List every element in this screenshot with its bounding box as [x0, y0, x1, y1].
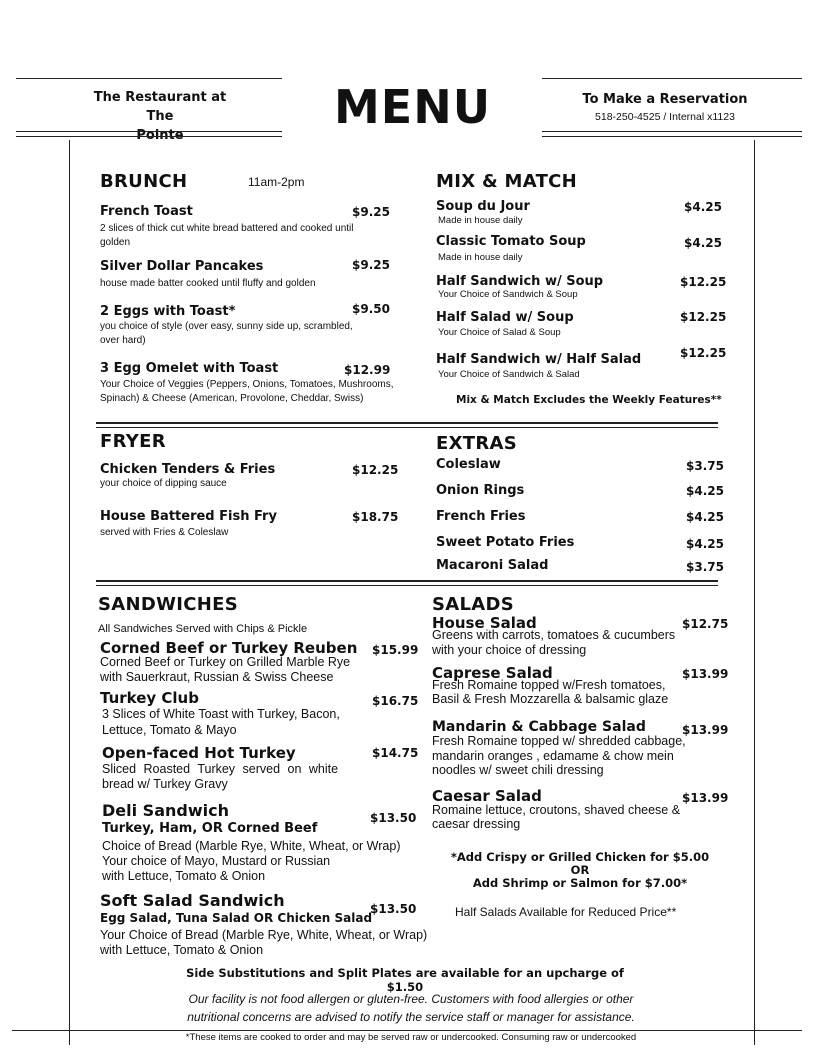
- header-rule-right-1: [542, 131, 802, 132]
- mix-item-price: $12.25: [680, 275, 727, 289]
- mix-item-desc: Your Choice of Sandwich & Salad: [438, 369, 580, 380]
- brunch-item-desc: over hard): [100, 335, 146, 346]
- brunch-item-price: $9.50: [352, 302, 390, 316]
- fryer-item-name: Chicken Tenders & Fries: [100, 462, 276, 477]
- brunch-item-name: Silver Dollar Pancakes: [100, 259, 264, 274]
- substitution-note: Side Substitutions and Split Plates are available for an upcharge of $1.50: [186, 966, 624, 994]
- salad-item-desc: mandarin oranges , edamame & chow mein: [432, 749, 674, 763]
- salad-item-price: $13.99: [682, 791, 729, 805]
- sandwiches-title: SANDWICHES: [98, 594, 238, 615]
- sandwich-item-desc: with Sauerkraut, Russian & Swiss Cheese: [100, 670, 334, 684]
- salad-item-desc: caesar dressing: [432, 817, 521, 831]
- page-title: MENU: [334, 80, 492, 134]
- mix-item-desc: Your Choice of Sandwich & Soup: [438, 289, 578, 300]
- brunch-item-desc: you choice of style (over easy, sunny side up, scrambled,: [100, 321, 353, 332]
- mix-item-desc: Your Choice of Salad & Soup: [438, 327, 561, 338]
- sandwich-item-desc: Lettuce, Tomato & Mayo: [102, 723, 237, 737]
- sandwich-item-desc: with Lettuce, Tomato & Onion: [102, 869, 266, 883]
- sandwich-item-price: $13.50: [370, 902, 417, 916]
- brunch-item-price: $9.25: [352, 205, 390, 219]
- mix-item-price: $4.25: [684, 236, 722, 250]
- section-divider: [96, 427, 718, 428]
- salad-item-name: Caprese Salad: [432, 664, 553, 682]
- mix-item-name: Half Sandwich w/ Soup: [436, 274, 604, 289]
- sandwich-item-desc: with Lettuce, Tomato & Onion: [100, 943, 264, 957]
- header-rule-left-2: [16, 136, 282, 137]
- sandwich-item-price: $16.75: [372, 694, 419, 708]
- brunch-item-name: French Toast: [100, 204, 193, 219]
- brunch-title: BRUNCH: [100, 171, 188, 192]
- brunch-item-price: $12.99: [344, 363, 391, 377]
- salad-addon-chicken: *Add Crispy or Grilled Chicken for $5.00: [450, 850, 710, 864]
- brunch-item-desc: Your Choice of Veggies (Peppers, Onions, Tomatoes, Mushrooms,: [100, 379, 394, 390]
- salad-item-desc: Basil & Fresh Mozzarella & balsamic glaze: [432, 692, 669, 706]
- extras-item-price: $3.75: [686, 459, 724, 473]
- footer-rule: [12, 1030, 802, 1031]
- mix-item-name: Half Salad w/ Soup: [436, 310, 574, 325]
- mix-item-price: $4.25: [684, 200, 722, 214]
- salad-item-price: $13.99: [682, 667, 729, 681]
- salad-item-name: House Salad: [432, 614, 537, 632]
- mix-match-title: MIX & MATCH: [436, 171, 578, 192]
- salad-item-price: $13.99: [682, 723, 729, 737]
- salad-item-desc: Fresh Romaine topped w/ shredded cabbage,: [432, 734, 686, 748]
- sandwich-item-name: Deli Sandwich: [102, 801, 229, 820]
- sandwich-item-subtitle: Egg Salad, Tuna Salad OR Chicken Salad: [100, 911, 373, 925]
- brunch-hours: 11am-2pm: [248, 175, 305, 189]
- header-rule-right-2: [542, 136, 802, 137]
- sandwich-item-price: $15.99: [372, 643, 419, 657]
- sandwich-item-name: Turkey Club: [100, 689, 199, 707]
- section-divider: [96, 580, 718, 582]
- salad-item-desc: Romaine lettuce, croutons, shaved cheese &: [432, 803, 681, 817]
- sandwiches-subtitle: All Sandwiches Served with Chips & Pickle: [98, 623, 308, 635]
- mix-item-name: Soup du Jour: [436, 199, 530, 214]
- sandwich-item-name: Soft Salad Sandwich: [100, 891, 285, 910]
- extras-item-name: Macaroni Salad: [436, 558, 549, 573]
- mix-item-name: Classic Tomato Soup: [436, 234, 586, 249]
- salad-item-name: Caesar Salad: [432, 787, 542, 805]
- allergen-notice: [96, 990, 726, 1026]
- extras-item-price: $4.25: [686, 484, 724, 498]
- extras-item-name: Sweet Potato Fries: [436, 535, 575, 550]
- sandwich-item-desc: Your choice of Mayo, Mustard or Russian: [102, 854, 331, 868]
- allergen-notice-line1: Our facility is not food allergen or gluten-free. Customers with food allergies or other: [188, 992, 634, 1006]
- salad-item-desc: noodles w/ sweet chili dressing: [432, 763, 604, 777]
- mix-item-name: Half Sandwich w/ Half Salad: [436, 352, 642, 367]
- mix-item-desc: Made in house daily: [438, 215, 523, 226]
- left-frame-line: [69, 140, 70, 1045]
- sandwich-item-desc: 3 Slices of White Toast with Turkey, Bacon,: [102, 707, 340, 721]
- extras-item-price: $3.75: [686, 560, 724, 574]
- restaurant-name-line2: Pointe: [136, 128, 184, 143]
- extras-title: EXTRAS: [436, 433, 518, 454]
- sandwich-item-price: $14.75: [372, 746, 419, 760]
- header-rule-left-top: [16, 78, 282, 79]
- salads-title: SALADS: [432, 594, 515, 615]
- mix-match-note: Mix & Match Excludes the Weekly Features**: [456, 394, 722, 406]
- fryer-title: FRYER: [100, 431, 166, 452]
- reservation-info: [575, 92, 755, 123]
- raw-food-disclaimer: *These items are cooked to order and may be served raw or undercooked. Consuming raw or undercooked: [185, 1032, 637, 1043]
- mix-item-price: $12.25: [680, 310, 727, 324]
- sandwich-item-desc: bread w/ Turkey Gravy: [102, 777, 228, 791]
- fryer-item-price: $18.75: [352, 510, 399, 524]
- restaurant-name-line1: The Restaurant at The: [93, 90, 227, 124]
- reservation-phone: 518-250-4525 / Internal x1123: [595, 111, 735, 123]
- brunch-item-desc: Spinach) & Cheese (American, Provolone, Cheddar, Swiss): [100, 393, 364, 404]
- extras-item-price: $4.25: [686, 537, 724, 551]
- allergen-notice-line2: nutritional concerns are advised to notify the service staff or manager for assistance.: [187, 1010, 635, 1024]
- salad-item-price: $12.75: [682, 617, 729, 631]
- extras-item-name: French Fries: [436, 509, 526, 524]
- sandwich-item-desc: Corned Beef or Turkey on Grilled Marble Rye: [100, 655, 351, 669]
- salad-addon-or: OR: [570, 863, 590, 877]
- fryer-item-name: House Battered Fish Fry: [100, 509, 277, 524]
- section-divider: [96, 422, 718, 424]
- sandwich-item-price: $13.50: [370, 811, 417, 825]
- header-rule-left-1: [16, 131, 282, 132]
- salad-item-desc: Fresh Romaine topped w/Fresh tomatoes,: [432, 678, 666, 692]
- sandwich-item-desc: Choice of Bread (Marble Rye, White, Wheat, or Wrap): [102, 839, 401, 853]
- salad-addons: [430, 851, 730, 890]
- fryer-item-price: $12.25: [352, 463, 399, 477]
- brunch-item-name: 2 Eggs with Toast*: [100, 304, 236, 319]
- salad-item-name: Mandarin & Cabbage Salad: [432, 719, 646, 735]
- half-salad-note: Half Salads Available for Reduced Price**: [455, 905, 677, 919]
- header-rule-right-top: [542, 78, 802, 79]
- brunch-item-price: $9.25: [352, 258, 390, 272]
- sandwich-item-name: Corned Beef or Turkey Reuben: [100, 639, 358, 657]
- extras-item-price: $4.25: [686, 510, 724, 524]
- right-frame-line: [754, 140, 755, 1045]
- brunch-item-name: 3 Egg Omelet with Toast: [100, 361, 279, 376]
- reservation-title: To Make a Reservation: [582, 92, 748, 107]
- fryer-item-desc: your choice of dipping sauce: [100, 478, 227, 489]
- salad-item-desc: Greens with carrots, tomatoes & cucumbers: [432, 628, 676, 642]
- sandwich-item-subtitle: Turkey, Ham, OR Corned Beef: [102, 821, 318, 836]
- fryer-item-desc: served with Fries & Coleslaw: [100, 527, 229, 538]
- sandwich-item-desc: Sliced Roasted Turkey served on white: [102, 762, 339, 776]
- extras-item-name: Coleslaw: [436, 457, 501, 472]
- brunch-item-desc: house made batter cooked until fluffy and golden: [100, 278, 316, 289]
- salad-addon-shrimp: Add Shrimp or Salmon for $7.00*: [472, 876, 688, 890]
- sandwich-item-desc: Your Choice of Bread (Marble Rye, White, Wheat, or Wrap): [100, 928, 428, 942]
- mix-item-price: $12.25: [680, 346, 727, 360]
- section-divider: [96, 585, 718, 586]
- extras-item-name: Onion Rings: [436, 483, 525, 498]
- brunch-item-desc: golden: [100, 237, 131, 248]
- sandwich-item-name: Open-faced Hot Turkey: [102, 744, 296, 762]
- salad-item-desc: with your choice of dressing: [432, 643, 587, 657]
- brunch-item-desc: 2 slices of thick cut white bread battered and cooked until: [100, 223, 354, 234]
- mix-item-desc: Made in house daily: [438, 252, 523, 263]
